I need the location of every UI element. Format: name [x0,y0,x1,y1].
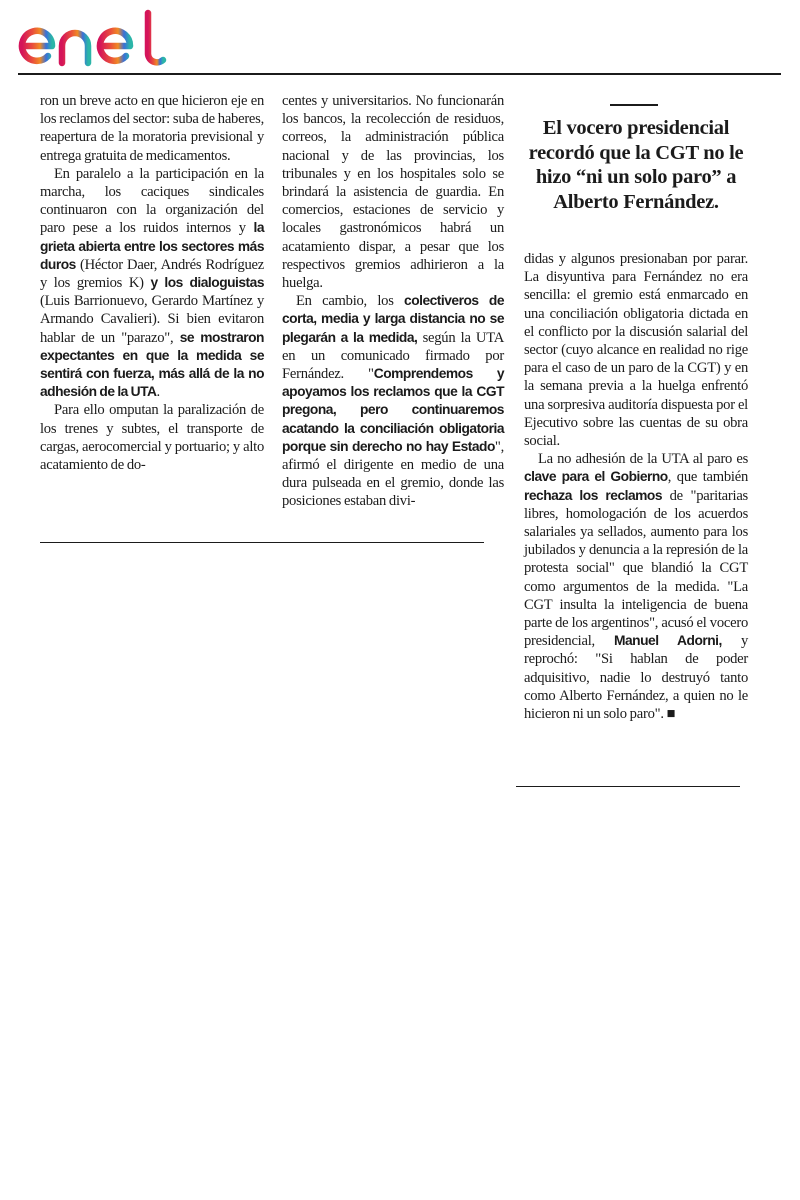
article-paragraph [524,250,748,450]
text-run: La no adhesión de la UTA al paro es [538,451,748,468]
text-run: (Luis Barrionuevo, Gerardo Martínez y Armando Cavalieri). Si bien evitaron hablar de un "parazo", [40,293,264,346]
article-paragraph [40,401,264,474]
text-run: centes y universitarios. No funcionarán los bancos, la recolección de residuos, correos, la administración pública nacional y de las provincias, los tribunales y en los hospitales solo se brindará la asistencia de guardia. En comercios, estaciones de servicio y locales gastronómicos habrá un acatamiento dispar, a pesar que los respectivos gremios adhirieron a la huelga. [282,93,504,292]
text-run: En cambio, los [296,293,405,310]
article-column-3 [524,250,748,723]
column-end-rule-left [40,542,484,543]
text-run: (Héctor Daer, Andrés Rodríguez y los gremios K) [40,256,264,292]
bold-text-run: y los dialoguistas [150,275,264,291]
pull-quote: El vocero presidencial recordó que la CGT no le hizo “ni un solo paro” a Alberto Fernández. [528,117,744,213]
bold-text-run: colectiveros de corta, media y larga distancia no se plegarán a la medida, [282,293,504,345]
text-run: de "paritarias libres, homologación de los acuerdos salariales ya sellados, aumento para los jubilados y denuncia a la represión de la protesta social" que blandió la CGT como argumentos de la medida. "La CGT insulta la inteligencia de buena parte de los argentinos", acusó el vocero presidencial, [524,487,748,650]
column-end-rule-right [516,786,740,787]
bold-text-run: Comprendemos y apoyamos los reclamos que la CGT pregona, pero continuaremos acatando la conciliación obligatoria porque sin derecho no hay Estado [282,366,504,454]
bold-text-run: Manuel Adorni, [614,633,722,649]
text-run: según la UTA en un comunicado firmado por Fernández. " [282,329,504,383]
text-run: y reprochó: "Si hablan de poder adquisitivo, nadie lo destruyó tanto como Alberto Fernández, a quien no le hicieron ni un solo paro". ■ [524,633,748,723]
bold-text-run: clave para el Gobierno [524,469,668,485]
article-paragraph [524,450,748,723]
text-run: , que también [667,469,748,486]
text-run: En paralelo a la participación en la marcha, los caciques sindicales continuaron con la organización del paro pese a los ruidos internos y [40,165,264,237]
article-paragraph [282,92,504,292]
header-rule [18,73,781,75]
text-run: Para ello omputan la paralización de los trenes y subtes, el transporte de cargas, aerocomercial y portuario; y alto acatamiento de do- [40,402,264,474]
pull-quote-rule [610,104,658,106]
text-run: . [156,384,160,401]
bold-text-run: se mostraron expectantes en que la medida se sentirá con fuerza, más allá de la no adhesión de la UTA [40,329,264,400]
article-column-1 [40,92,264,474]
text-run: ron un breve acto en que hicieron eje en los reclamos del sector: suba de haberes, reapertura de la moratoria previsional y entrega gratuita de medicamentos. [40,93,264,164]
bold-text-run: la grieta abierta entre los sectores más duros [40,220,264,272]
text-run: ", afirmó el dirigente en medio de una dura pulseada en el gremio, donde las posiciones estaban divi- [282,438,504,510]
article-column-2 [282,92,504,511]
enel-logo [18,8,170,68]
article-paragraph [40,92,264,165]
article-paragraph [282,292,504,510]
article-paragraph [40,165,264,402]
bold-text-run: rechaza los reclamos [524,487,662,503]
text-run: didas y algunos presionaban por parar. La disyuntiva para Fernández no era sencilla: el gremio está enmarcado en una conciliación obligatoria dictada en el conflicto por la discusión salarial del sector (cuyo alcance en realidad no rige para el caso de un paro de la CGT) y en la semana previa a la huelga enfrentó una sorpresiva auditoría dispuesta por el Ejecutivo sobre las cuentas de su obra social. [524,251,748,450]
